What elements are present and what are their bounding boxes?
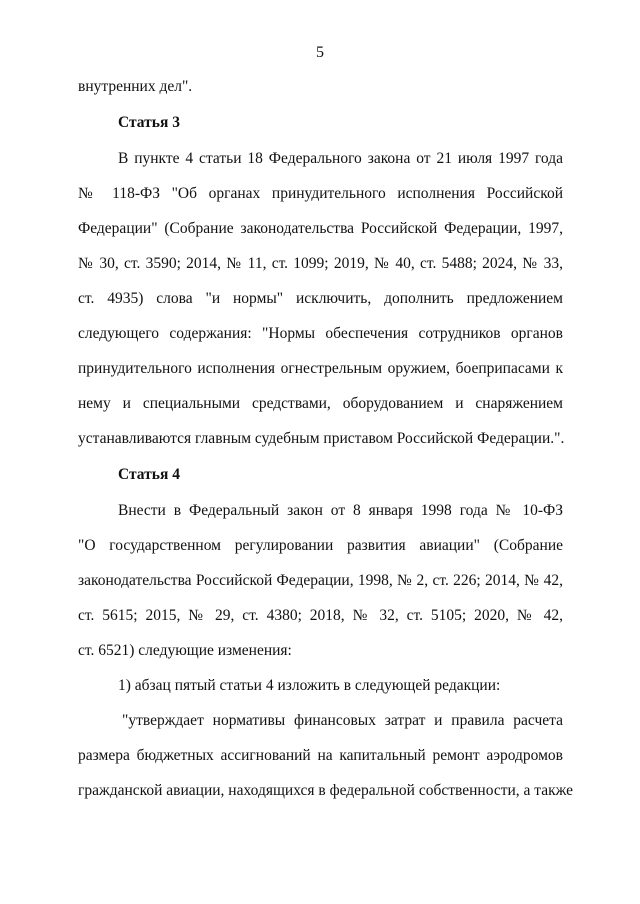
list-item-1: 1) абзац пятый статьи 4 изложить в следующей редакции: [118, 677, 501, 694]
quote-line: гражданской авиации, находящихся в федеральной собственности, а также [78, 782, 574, 799]
text-line: В пункте 4 статьи 18 Федерального закона от 21 июля 1997 года [118, 150, 563, 167]
text-line: Федерации" (Собрание законодательства Российской Федерации, 1997, [78, 220, 563, 237]
text-line: Внести в Федеральный закон от 8 января 1998 года № 10-ФЗ [118, 502, 563, 519]
quote-line: размера бюджетных ассигнований на капитальный ремонт аэродромов [78, 747, 563, 764]
text-line: внутренних дел". [78, 78, 193, 95]
text-line: устанавливаются главным судебным приставом Российской Федерации.". [78, 430, 565, 447]
quote-line: "утверждает нормативы финансовых затрат и правила расчета [122, 712, 563, 729]
article-4-heading: Статья 4 [118, 466, 180, 483]
text-line: ст. 4935) слова "и нормы" исключить, дополнить предложением [78, 290, 563, 307]
page-number: 5 [316, 44, 324, 61]
text-line: ст. 6521) следующие изменения: [78, 642, 292, 659]
text-line: ст. 5615; 2015, № 29, ст. 4380; 2018, № 32, ст. 5105; 2020, № 42, [78, 607, 563, 624]
text-line: № 118-ФЗ "Об органах принудительного исполнения Российской [78, 185, 563, 202]
text-line: нему и специальными средствами, оборудованием и снаряжением [78, 395, 563, 412]
text-line: следующего содержания: "Нормы обеспечения сотрудников органов [78, 325, 563, 342]
text-line: № 30, ст. 3590; 2014, № 11, ст. 1099; 2019, № 40, ст. 5488; 2024, № 33, [78, 255, 563, 272]
text-line: законодательства Российской Федерации, 1998, № 2, ст. 226; 2014, № 42, [78, 572, 563, 589]
text-line: принудительного исполнения огнестрельным оружием, боеприпасами к [78, 360, 563, 377]
article-3-heading: Статья 3 [118, 114, 180, 131]
text-line: "О государственном регулировании развития авиации" (Собрание [78, 537, 563, 554]
